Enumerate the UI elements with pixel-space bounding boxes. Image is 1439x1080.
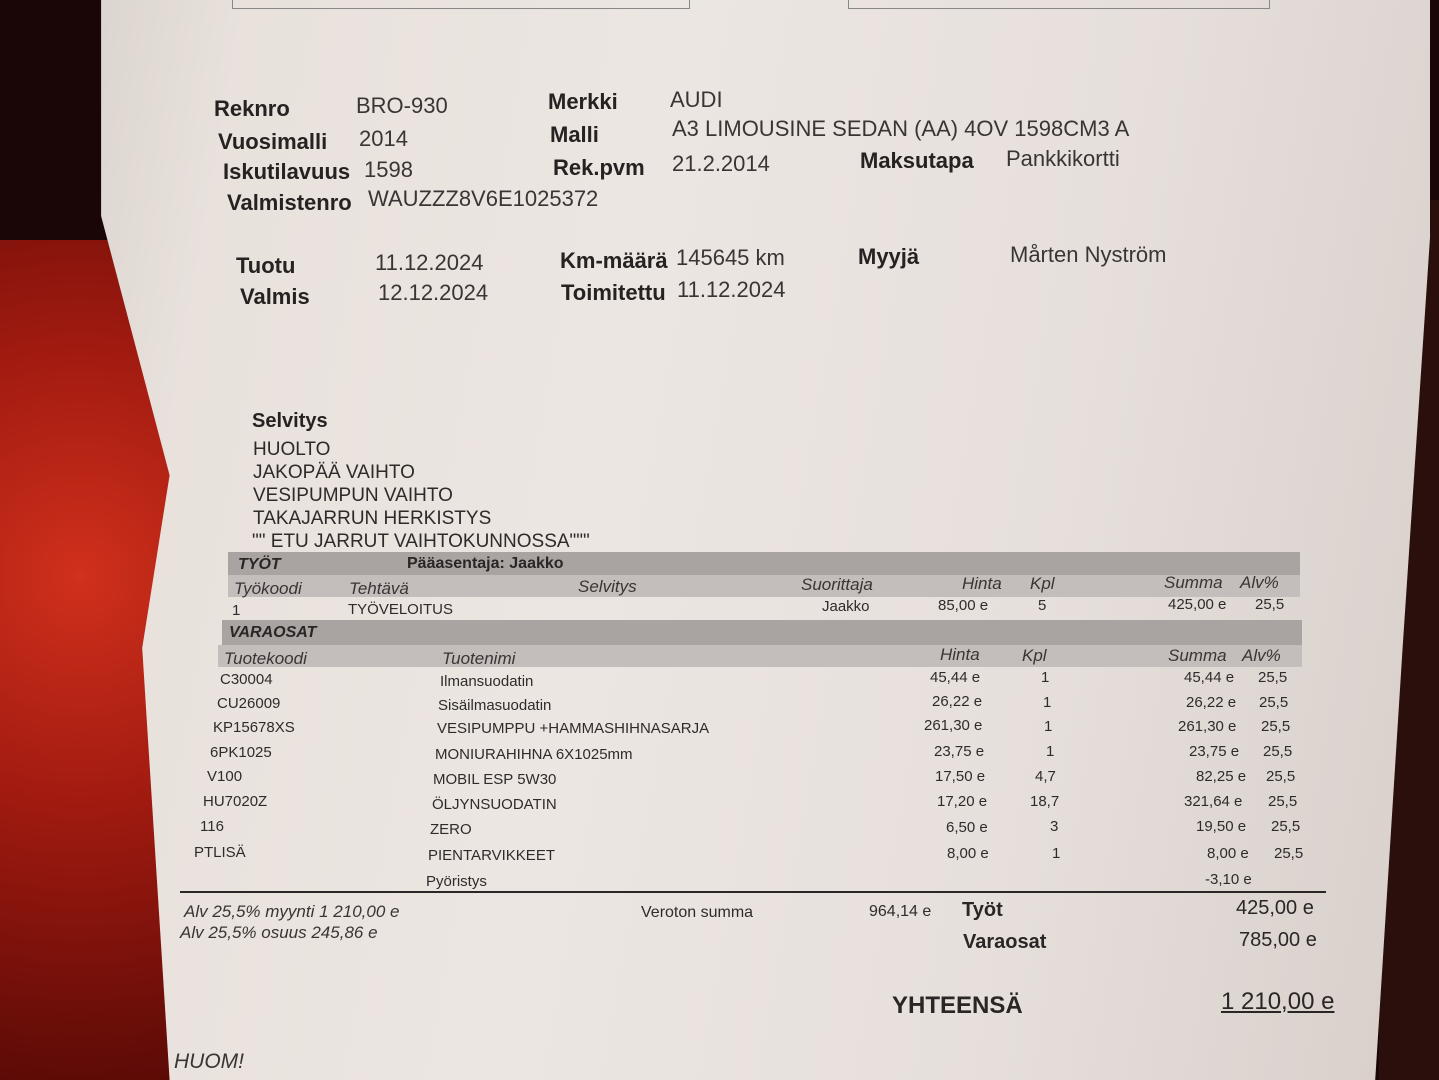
part-price: 261,30 e	[924, 717, 983, 734]
part-vat: 25,5	[1263, 743, 1293, 760]
rounding-value: -3,10 e	[1205, 871, 1252, 888]
part-price: 17,20 e	[937, 793, 988, 810]
tyot-col-alv: Alv%	[1240, 573, 1279, 592]
part-name: PIENTARVIKKEET	[428, 847, 555, 864]
tyot-row-code: 1	[232, 602, 241, 619]
part-price: 8,00 e	[947, 845, 989, 862]
part-qty: 4,7	[1035, 768, 1056, 785]
valmis-value: 12.12.2024	[378, 280, 489, 305]
part-price: 6,50 e	[946, 819, 988, 836]
tyot-row-vat: 25,5	[1255, 596, 1285, 613]
part-vat: 25,5	[1261, 718, 1291, 735]
rounding-label: Pyöristys	[426, 873, 487, 890]
kmmaara-value: 145645 km	[676, 245, 785, 270]
merkki-label: Merkki	[548, 89, 618, 114]
tyot-row-price: 85,00 e	[938, 597, 989, 614]
part-vat: 25,5	[1259, 694, 1289, 711]
part-code: 6PK1025	[210, 744, 272, 761]
part-name: Sisäilmasuodatin	[438, 697, 552, 714]
part-code: CU26009	[217, 695, 281, 712]
rekpvm-value: 21.2.2014	[672, 151, 770, 176]
part-vat: 25,5	[1271, 818, 1301, 835]
varaosat-total-value: 785,00 e	[1239, 929, 1317, 951]
merkki-value: AUDI	[670, 87, 723, 112]
part-sum: 23,75 e	[1189, 743, 1240, 760]
part-sum: 26,22 e	[1186, 694, 1237, 711]
tyot-row-qty: 5	[1038, 597, 1047, 614]
part-price: 17,50 e	[935, 768, 986, 785]
iskutilavuus-label: Iskutilavuus	[223, 159, 351, 184]
malli-label: Malli	[550, 122, 599, 147]
varaosat-col-hinta: Hinta	[940, 645, 980, 664]
selvitys-line: HUOLTO	[253, 439, 331, 460]
vuosimalli-value: 2014	[359, 126, 408, 151]
part-qty: 1	[1052, 845, 1061, 862]
tyot-col-tyokoodi: Työkoodi	[234, 579, 302, 598]
varaosat-col-alv: Alv%	[1242, 646, 1281, 665]
selvitys-title: Selvitys	[252, 410, 328, 432]
part-vat: 25,5	[1274, 845, 1304, 862]
toimitettu-value: 11.12.2024	[677, 277, 786, 302]
part-qty: 3	[1050, 818, 1059, 835]
varaosat-title-bar	[222, 620, 1302, 645]
tyot-mechanic: Pääasentaja: Jaakko	[407, 555, 564, 572]
part-price: 26,22 e	[932, 693, 983, 710]
veroton-label: Veroton summa	[641, 904, 754, 921]
tyot-col-tehtava: Tehtävä	[349, 579, 409, 598]
reknro-label: Reknro	[214, 96, 290, 121]
grand-total-value: 1 210,00 e	[1221, 988, 1335, 1015]
part-code: PTLISÄ	[194, 844, 246, 861]
maksutapa-label: Maksutapa	[860, 148, 974, 173]
top-box-left	[232, 0, 690, 9]
selvitys-line: "" ETU JARRUT VAIHTOKUNNOSSA"""	[252, 531, 590, 552]
varaosat-header-bar	[218, 645, 1302, 667]
tyot-row-sum: 425,00 e	[1168, 596, 1227, 613]
part-sum: 8,00 e	[1207, 845, 1249, 862]
part-name: MOBIL ESP 5W30	[433, 771, 557, 788]
part-name: ÖLJYNSUODATIN	[432, 796, 557, 813]
totals-divider	[180, 891, 1326, 893]
part-qty: 1	[1043, 694, 1052, 711]
malli-value: A3 LIMOUSINE SEDAN (AA) 4OV 1598CM3 A	[672, 116, 1130, 141]
part-sum: 19,50 e	[1196, 818, 1247, 835]
valmistenro-value: WAUZZZ8V6E1025372	[368, 186, 599, 211]
maksutapa-value: Pankkikortti	[1006, 146, 1120, 171]
tuotu-label: Tuotu	[236, 253, 296, 278]
tyot-title-bar	[228, 552, 1300, 575]
varaosat-col-summa: Summa	[1168, 646, 1227, 665]
alv-myynti: Alv 25,5% myynti 1 210,00 e	[184, 902, 400, 921]
part-qty: 1	[1046, 743, 1055, 760]
myyja-value: Mårten Nyström	[1010, 242, 1167, 267]
varaosat-total-label: Varaosat	[963, 931, 1047, 953]
part-vat: 25,5	[1266, 768, 1296, 785]
iskutilavuus-value: 1598	[364, 157, 413, 182]
part-code: KP15678XS	[213, 719, 295, 736]
tyot-col-suorittaja: Suorittaja	[801, 575, 873, 594]
part-name: ZERO	[430, 821, 472, 838]
part-vat: 25,5	[1268, 793, 1298, 810]
huom-note: HUOM!	[174, 1050, 244, 1073]
kmmaara-label: Km-määrä	[560, 248, 668, 273]
varaosat-col-kpl: Kpl	[1022, 646, 1047, 665]
varaosat-title: VARAOSAT	[229, 624, 317, 641]
selvitys-line: JAKOPÄÄ VAIHTO	[253, 462, 415, 483]
grand-total-label: YHTEENSÄ	[892, 992, 1023, 1019]
rekpvm-label: Rek.pvm	[553, 155, 645, 180]
tuotu-value: 11.12.2024	[375, 250, 484, 275]
selvitys-line: TAKAJARRUN HERKISTYS	[253, 508, 492, 529]
tyot-row-doer: Jaakko	[822, 598, 870, 615]
myyja-label: Myyjä	[858, 244, 920, 269]
part-name: Ilmansuodatin	[440, 673, 534, 690]
part-code: 116	[200, 818, 224, 835]
part-qty: 18,7	[1030, 793, 1060, 810]
part-sum: 45,44 e	[1184, 669, 1235, 686]
part-sum: 261,30 e	[1178, 718, 1237, 735]
tyot-col-kpl: Kpl	[1030, 574, 1055, 593]
part-code: C30004	[220, 671, 273, 688]
veroton-value: 964,14 e	[869, 903, 932, 920]
part-price: 23,75 e	[934, 743, 985, 760]
part-vat: 25,5	[1258, 669, 1288, 686]
tyot-title: TYÖT	[238, 556, 281, 573]
tyot-row-task: TYÖVELOITUS	[348, 601, 454, 618]
varaosat-col-tuotenimi: Tuotenimi	[442, 649, 516, 668]
valmistenro-label: Valmistenro	[227, 190, 352, 215]
part-sum: 321,64 e	[1184, 793, 1243, 810]
vuosimalli-label: Vuosimalli	[218, 129, 328, 154]
reknro-value: BRO-930	[356, 93, 448, 118]
alv-osuus: Alv 25,5% osuus 245,86 e	[180, 923, 378, 942]
part-price: 45,44 e	[930, 669, 981, 686]
part-name: MONIURAHIHNA 6X1025mm	[435, 746, 633, 763]
varaosat-col-tuotekoodi: Tuotekoodi	[224, 649, 307, 668]
tyot-total-label: Työt	[962, 899, 1003, 921]
top-box-right	[848, 0, 1270, 9]
tyot-col-hinta: Hinta	[962, 574, 1002, 593]
tyot-col-selvitys: Selvitys	[578, 577, 637, 596]
toimitettu-label: Toimitettu	[561, 280, 666, 305]
selvitys-line: VESIPUMPUN VAIHTO	[253, 485, 453, 506]
part-code: HU7020Z	[203, 793, 268, 810]
part-qty: 1	[1044, 718, 1053, 735]
tyot-col-summa: Summa	[1164, 573, 1223, 592]
valmis-label: Valmis	[240, 284, 310, 309]
tyot-total-value: 425,00 e	[1236, 897, 1314, 919]
part-qty: 1	[1041, 669, 1050, 686]
part-sum: 82,25 e	[1196, 768, 1247, 785]
part-code: V100	[207, 768, 243, 785]
part-name: VESIPUMPPU +HAMMASHIHNASARJA	[437, 720, 710, 737]
